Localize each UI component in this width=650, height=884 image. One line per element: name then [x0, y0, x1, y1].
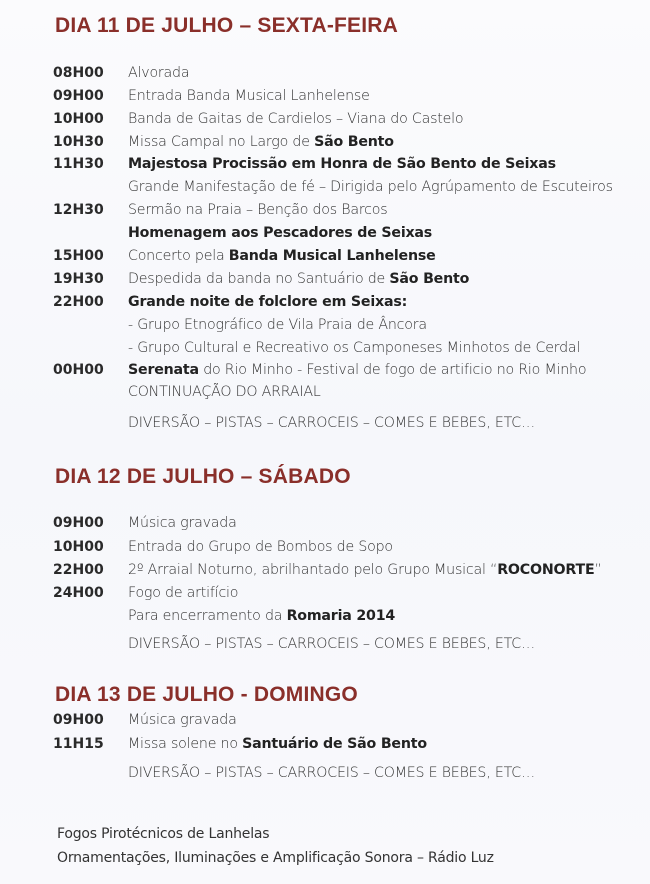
text: Grande Manifestação de fé – Dirigida pelo Agrúpamento de Escuteiros	[128, 179, 613, 195]
event-time: 00H00	[53, 362, 104, 378]
event-description	[128, 381, 321, 403]
event-time: 09H00	[53, 515, 104, 531]
schedule-row	[0, 733, 650, 755]
schedule-row	[0, 412, 650, 434]
text: Música gravada	[128, 712, 237, 728]
text: DIVERSÃO – PISTAS – CARROCEIS – COMES E BEBES, ETC…	[128, 765, 535, 781]
event-description	[128, 536, 393, 558]
bold-text: Homenagem aos Pescadores de Seixas	[128, 225, 433, 241]
schedule-row	[0, 268, 650, 290]
event-description	[128, 582, 238, 604]
event-time: 19H30	[53, 271, 104, 287]
event-description	[128, 559, 602, 581]
text: 2º Arraial Noturno, abrilhantado pelo Grupo Musical “	[128, 562, 498, 578]
text: Sermão na Praia – Benção dos Barcos	[128, 202, 388, 218]
schedule-row	[0, 62, 650, 84]
event-time: 22H00	[53, 294, 104, 310]
schedule-row	[0, 381, 650, 403]
bold-text: São Bento	[314, 134, 394, 150]
event-description	[128, 108, 463, 130]
schedule-row	[0, 762, 650, 784]
schedule-row	[0, 512, 650, 534]
event-description	[128, 176, 613, 198]
text: - Grupo Cultural e Recreativo os Camponeses Minhotos de Cerdal	[128, 340, 581, 356]
event-description	[128, 359, 586, 381]
event-time: 09H00	[53, 88, 104, 104]
bold-text: Serenata	[128, 362, 199, 378]
event-description	[128, 633, 535, 655]
event-description	[128, 131, 394, 153]
bold-text: Grande noite de folclore em Seixas:	[128, 294, 408, 310]
text: Missa solene no	[128, 736, 243, 752]
day-heading: DIA 11 DE JULHO – SEXTA-FEIRA	[55, 14, 399, 37]
schedule-row	[0, 605, 650, 627]
bold-text: ROCONORTE	[497, 562, 595, 578]
text: Música gravada	[128, 515, 237, 531]
event-time: 09H00	[53, 712, 104, 728]
text: Alvorada	[128, 65, 190, 81]
event-description	[128, 153, 556, 175]
bold-text: Majestosa Procissão em Honra de São Bento de Seixas	[128, 156, 556, 172]
event-description	[128, 733, 427, 755]
event-description	[128, 245, 436, 267]
text: DIVERSÃO – PISTAS – CARROCEIS – COMES E BEBES, ETC…	[128, 636, 535, 652]
text: Banda de Gaitas de Cardielos – Viana do Castelo	[128, 111, 464, 127]
text: do Rio Minho - Festival de fogo de artificio no Rio Minho	[198, 362, 587, 378]
event-description	[128, 709, 237, 731]
schedule-row	[0, 582, 650, 604]
event-description	[128, 199, 387, 221]
bold-text: Romaria 2014	[286, 608, 396, 624]
schedule-row	[0, 709, 650, 731]
footer-credit: Ornamentações, Iluminações e Amplificação Sonora – Rádio Luz	[57, 850, 494, 866]
text: Despedida da banda no Santuário de	[128, 271, 390, 287]
event-time: 22H00	[53, 562, 104, 578]
text: - Grupo Etnográfico de Vila Praia de Âncora	[128, 317, 427, 333]
event-description	[128, 222, 432, 244]
event-description	[128, 268, 469, 290]
schedule-row	[0, 559, 650, 581]
text: CONTINUAÇÃO DO ARRAIAL	[128, 384, 321, 400]
event-time: 10H00	[53, 539, 104, 555]
schedule-row	[0, 199, 650, 221]
event-description	[128, 62, 189, 84]
event-time: 08H00	[53, 65, 104, 81]
event-description	[128, 314, 427, 336]
schedule-row	[0, 108, 650, 130]
schedule-row	[0, 314, 650, 336]
event-description	[128, 762, 535, 784]
schedule-row	[0, 633, 650, 655]
text: DIVERSÃO – PISTAS – CARROCEIS – COMES E BEBES, ETC…	[128, 415, 535, 431]
day-heading: DIA 13 DE JULHO - DOMINGO	[55, 683, 358, 706]
schedule-row	[0, 85, 650, 107]
event-description	[128, 512, 237, 534]
bold-text: Santuário de São Bento	[242, 736, 427, 752]
schedule-row	[0, 245, 650, 267]
event-time: 11H15	[53, 736, 104, 752]
text: Para encerramento da	[128, 608, 287, 624]
event-time: 24H00	[53, 585, 104, 601]
schedule-row	[0, 222, 650, 244]
event-time: 15H00	[53, 248, 104, 264]
event-time: 10H30	[53, 134, 104, 150]
event-description	[128, 85, 370, 107]
text: Fogo de artifício	[128, 585, 239, 601]
schedule-row	[0, 337, 650, 359]
bold-text: São Bento	[389, 271, 470, 287]
text: Entrada do Grupo de Bombos de Sopo	[128, 539, 393, 555]
day-heading: DIA 12 DE JULHO – SÁBADO	[55, 465, 351, 488]
text: Concerto pela	[128, 248, 229, 264]
event-description	[128, 337, 580, 359]
event-description	[128, 605, 395, 627]
text: ”	[594, 562, 602, 578]
bold-text: Banda Musical Lanhelense	[228, 248, 436, 264]
schedule-row	[0, 176, 650, 198]
event-time: 12H30	[53, 202, 104, 218]
schedule-row	[0, 291, 650, 313]
schedule-row	[0, 536, 650, 558]
footer-credit: Fogos Pirotécnicos de Lanhelas	[57, 826, 270, 842]
event-time: 11H30	[53, 156, 104, 172]
text: Missa Campal no Largo de	[128, 134, 315, 150]
event-description	[128, 291, 407, 313]
schedule-row	[0, 153, 650, 175]
text: Entrada Banda Musical Lanhelense	[128, 88, 370, 104]
event-description	[128, 412, 535, 434]
schedule-row	[0, 131, 650, 153]
schedule-row	[0, 359, 650, 381]
event-time: 10H00	[53, 111, 104, 127]
